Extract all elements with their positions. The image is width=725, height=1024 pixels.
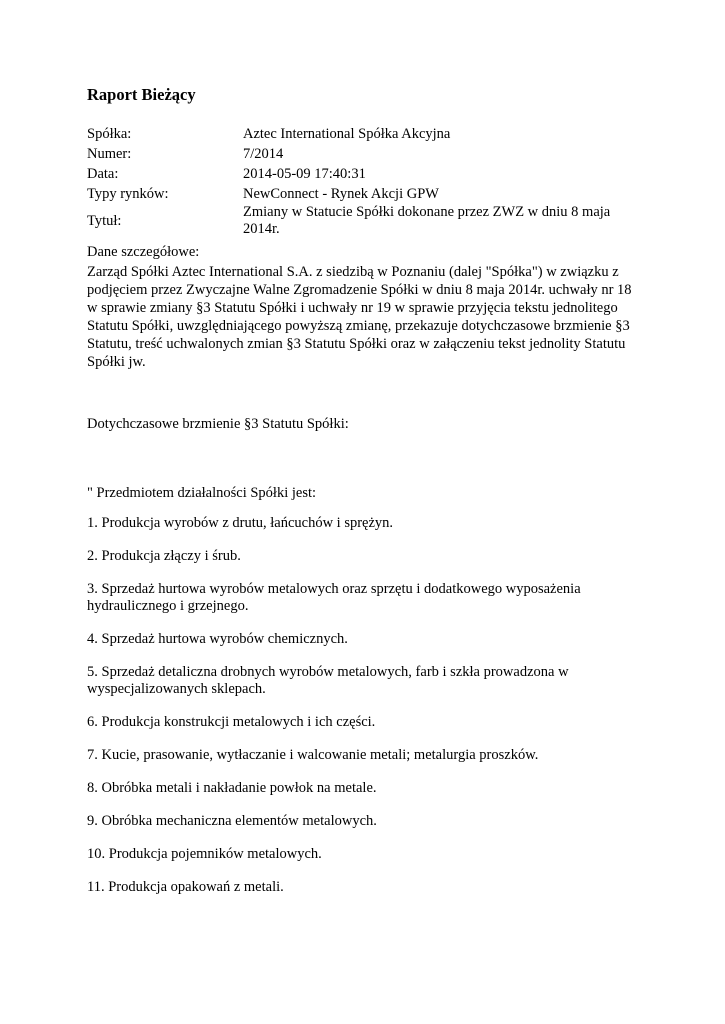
details-label: Dane szczegółowe: [87,244,200,260]
report-title: Raport Bieżący [87,85,196,104]
meta-label-number: Numer: [87,146,132,162]
meta-row-company [87,124,647,144]
meta-value-title: Zmiany w Statucie Spółki dokonane przez ZWZ w dniu 8 maja 2014r. [243,204,611,237]
business-scope-intro: " Przedmiotem działalności Spółki jest: [87,485,317,501]
list-item: 9. Obróbka mechaniczna elementów metalowych. [87,813,377,829]
previous-wording-heading: Dotychczasowe brzmienie §3 Statutu Spółki: [87,416,349,432]
meta-row-market-types [87,184,647,204]
meta-label-date: Data: [87,166,119,182]
list-item: 8. Obróbka metali i nakładanie powłok na metale. [87,780,377,796]
list-item: 7. Kucie, prasowanie, wytłaczanie i walcowanie metali; metalurgia proszków. [87,747,539,763]
list-item: 5. Sprzedaż detaliczna drobnych wyrobów metalowych, farb i szkła prowadzona w wyspecjalizowanych sklepach. [87,664,569,697]
meta-value-date: 2014-05-09 17:40:31 [243,165,366,182]
list-item: 10. Produkcja pojemników metalowych. [87,846,322,862]
meta-label-title: Tytuł: [87,213,122,229]
meta-value-number: 7/2014 [243,145,284,162]
meta-value-company: Aztec International Spółka Akcyjna [243,125,451,142]
list-item: 3. Sprzedaż hurtowa wyrobów metalowych oraz sprzętu i dodatkowego wyposażenia hydraulicznego i grzejnego. [87,581,581,614]
list-item: 2. Produkcja złączy i śrub. [87,548,241,564]
meta-row-title [87,204,647,238]
meta-label-company: Spółka: [87,126,132,142]
business-scope-list [87,515,639,912]
list-item: 11. Produkcja opakowań z metali. [87,879,284,895]
intro-paragraph: Zarząd Spółki Aztec International S.A. z siedzibą w Poznaniu (dalej "Spółka") w związku z podjęciem przez Zwyczajne Walne Zgromadzenie Spółki w dniu 8 maja 2014r. uchwały nr 18 w sprawie zmiany §3 Statutu Spółki i uchwały nr 19 w sprawie przyjęcia tekstu jednolitego Statutu Spółki, uwzględniającego powyższą zmianę, przekazuje dotychczasowe brzmienie §3 Statutu, treść uchwalonych zmian §3 Statutu Spółki oraz w załączeniu tekst jednolity Statutu Spółki jw. [87,264,632,370]
list-item: 1. Produkcja wyrobów z drutu, łańcuchów i sprężyn. [87,515,394,531]
list-item: 4. Sprzedaż hurtowa wyrobów chemicznych. [87,631,348,647]
meta-row-date [87,164,647,184]
list-item: 6. Produkcja konstrukcji metalowych i ich części. [87,714,376,730]
meta-row-number [87,144,647,164]
meta-value-market-types: NewConnect - Rynek Akcji GPW [243,185,439,202]
meta-label-market-types: Typy rynków: [87,186,169,202]
report-meta-table [87,124,647,238]
